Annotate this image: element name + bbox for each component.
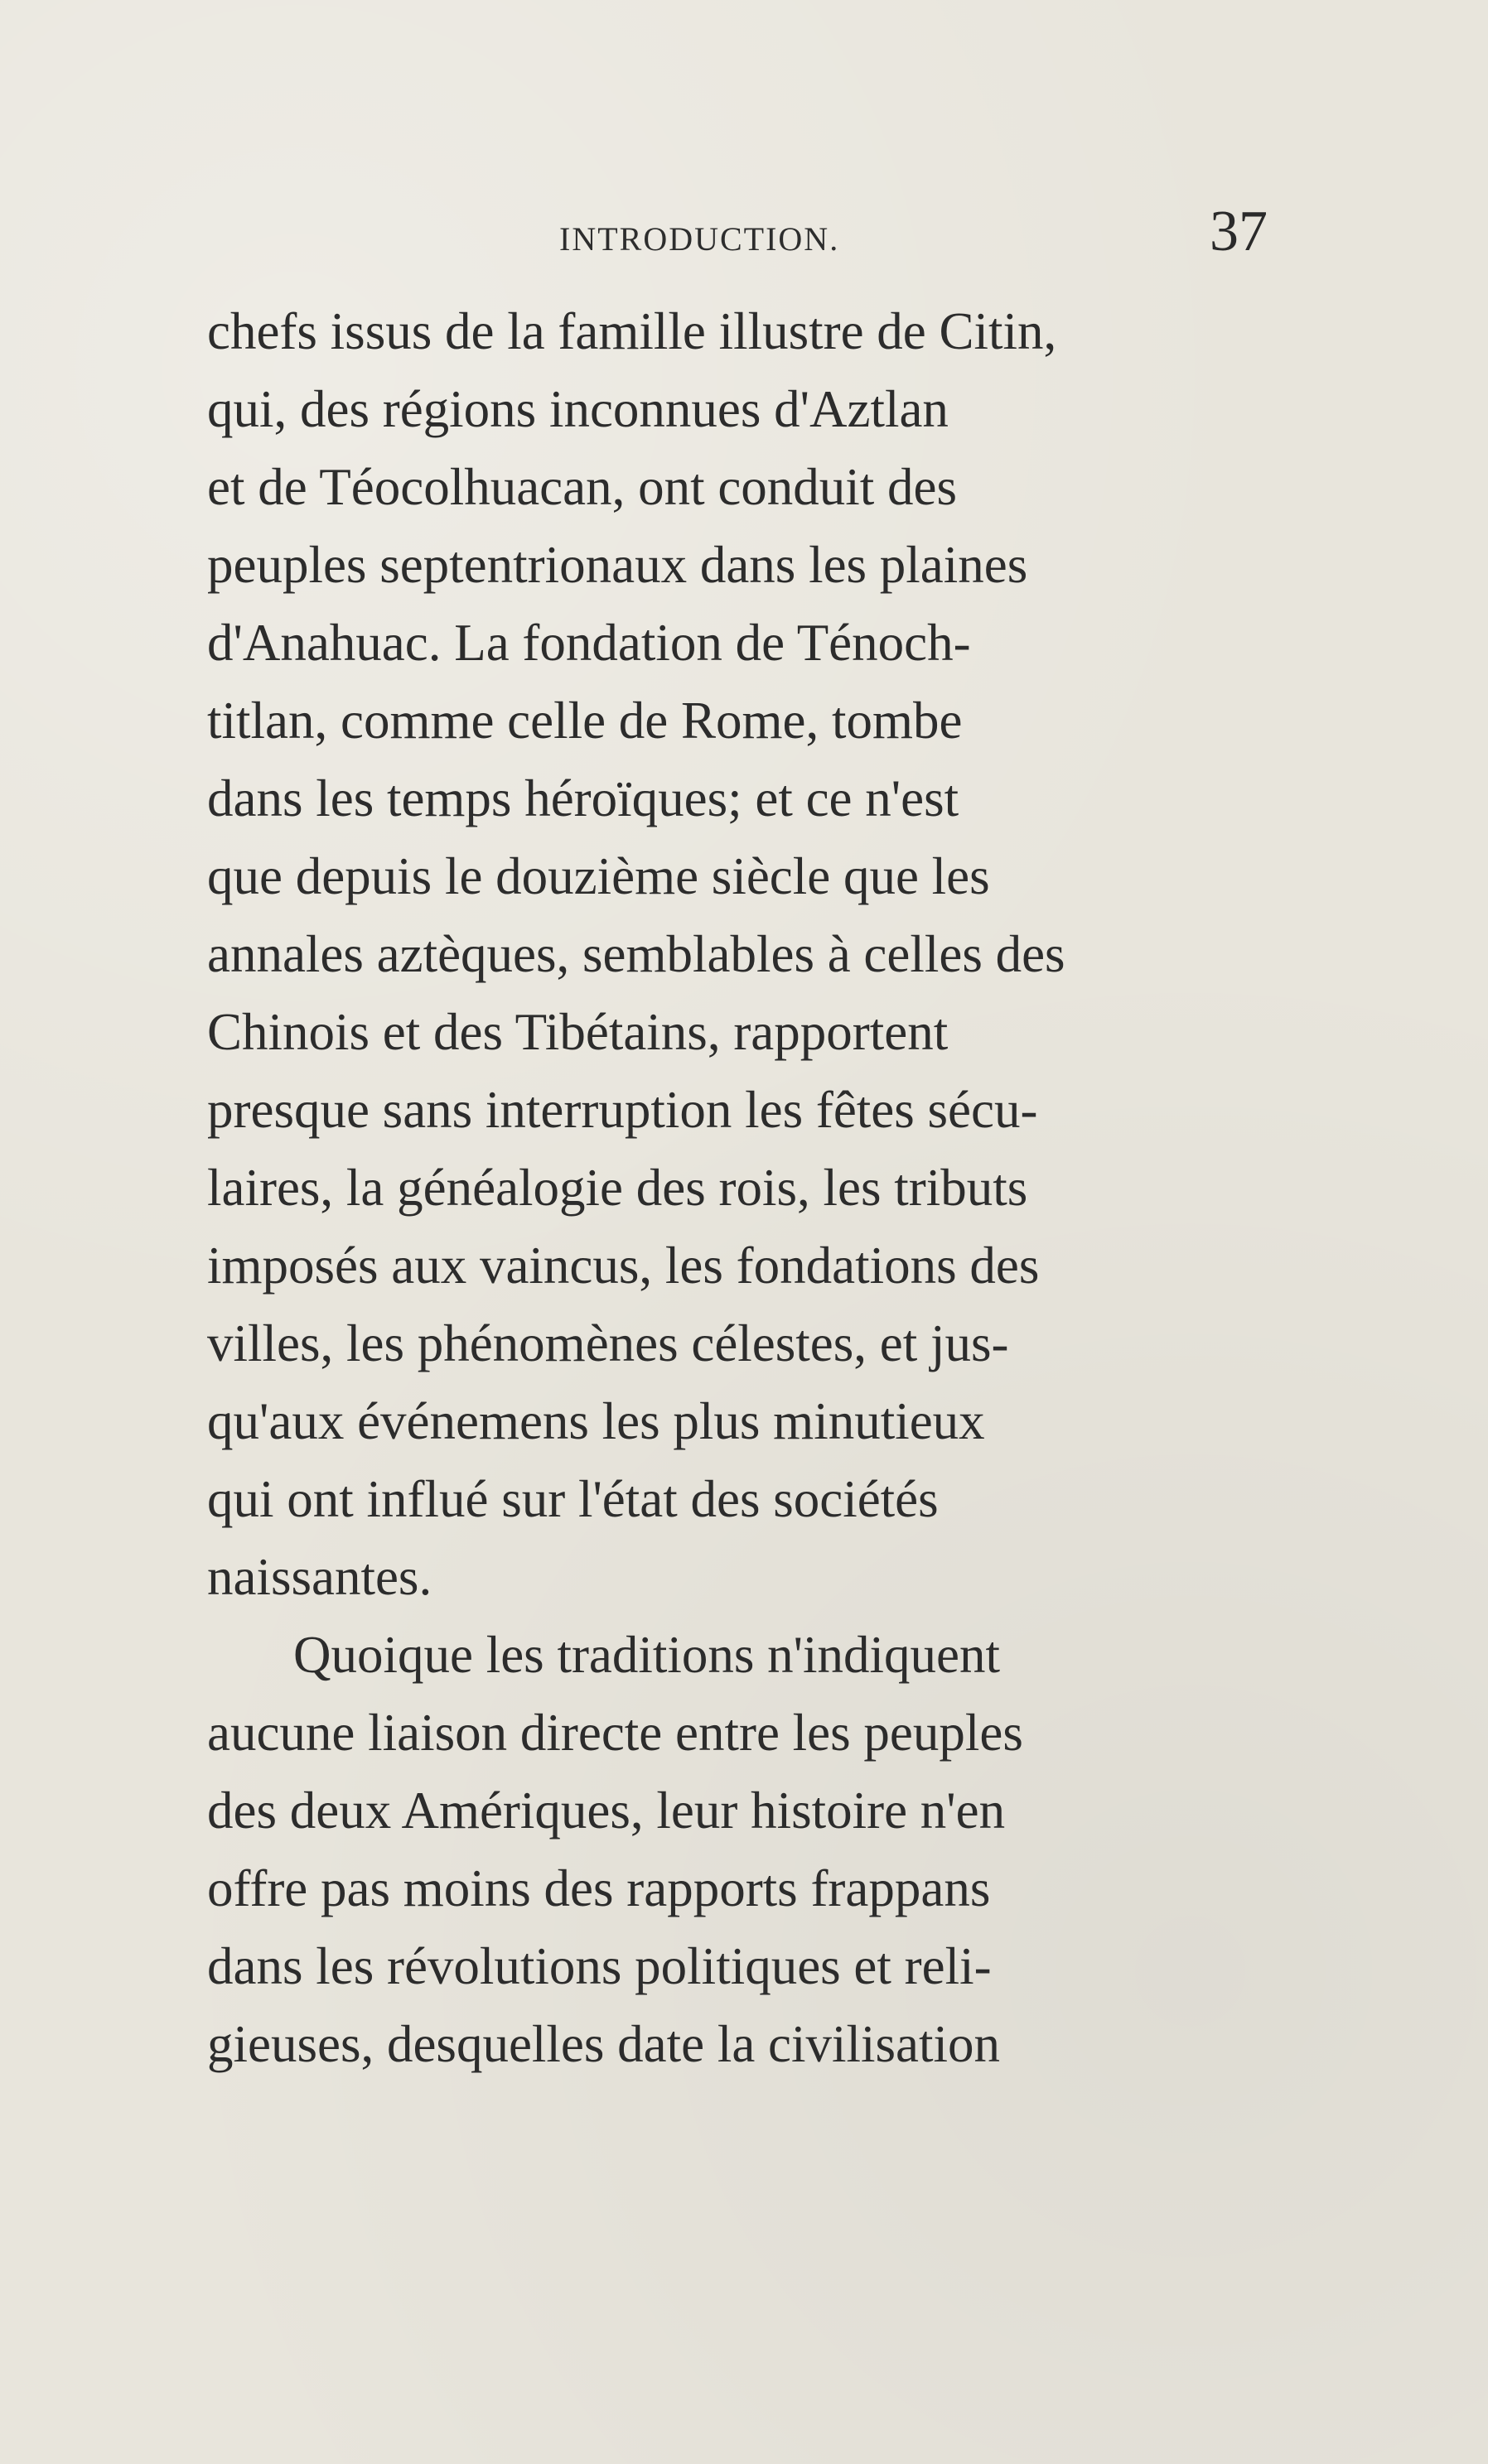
text-line: Chinois et des Tibétains, rapportent [207,1003,949,1061]
text-line: d'Anahuac. La fondation de Ténoch- [207,614,971,672]
text-line: gieuses, desquelles date la civilisation [207,2015,1000,2073]
text-line: qui ont influé sur l'état des sociétés [207,1470,939,1528]
text-line: que depuis le douzième siècle que les [207,847,990,905]
text-line: villes, les phénomènes célestes, et jus- [207,1314,1009,1372]
body-text [207,292,1255,2083]
text-line: Quoique les traditions n'indiquent [293,1626,1000,1684]
text-line: et de Téocolhuacan, ont conduit des [207,458,958,516]
text-line: aucune liaison directe entre les peuples [207,1704,1023,1762]
text-line: annales aztèques, semblables à celles des [207,925,1065,983]
text-line: dans les révolutions politiques et reli- [207,1937,992,1995]
text-line: laires, la généalogie des rois, les tributs [207,1159,1028,1217]
text-line: chefs issus de la famille illustre de Citin, [207,302,1057,360]
text-line: presque sans interruption les fêtes sécu- [207,1081,1038,1139]
text-line: offre pas moins des rapports frappans [207,1859,991,1917]
text-line: qu'aux événemens les plus minutieux [207,1392,985,1450]
text-line: naissantes. [207,1548,432,1606]
running-head: INTRODUCTION. [559,220,840,258]
text-line: peuples septentrionaux dans les plaines [207,536,1028,594]
page-header [207,200,1268,277]
text-line: dans les temps héroïques; et ce n'est [207,769,959,827]
page-number: 37 [1210,200,1268,263]
text-line: titlan, comme celle de Rome, tombe [207,692,963,750]
text-line: qui, des régions inconnues d'Aztlan [207,380,949,438]
text-line: imposés aux vaincus, les fondations des [207,1237,1040,1295]
text-line: des deux Amériques, leur histoire n'en [207,1782,1006,1840]
